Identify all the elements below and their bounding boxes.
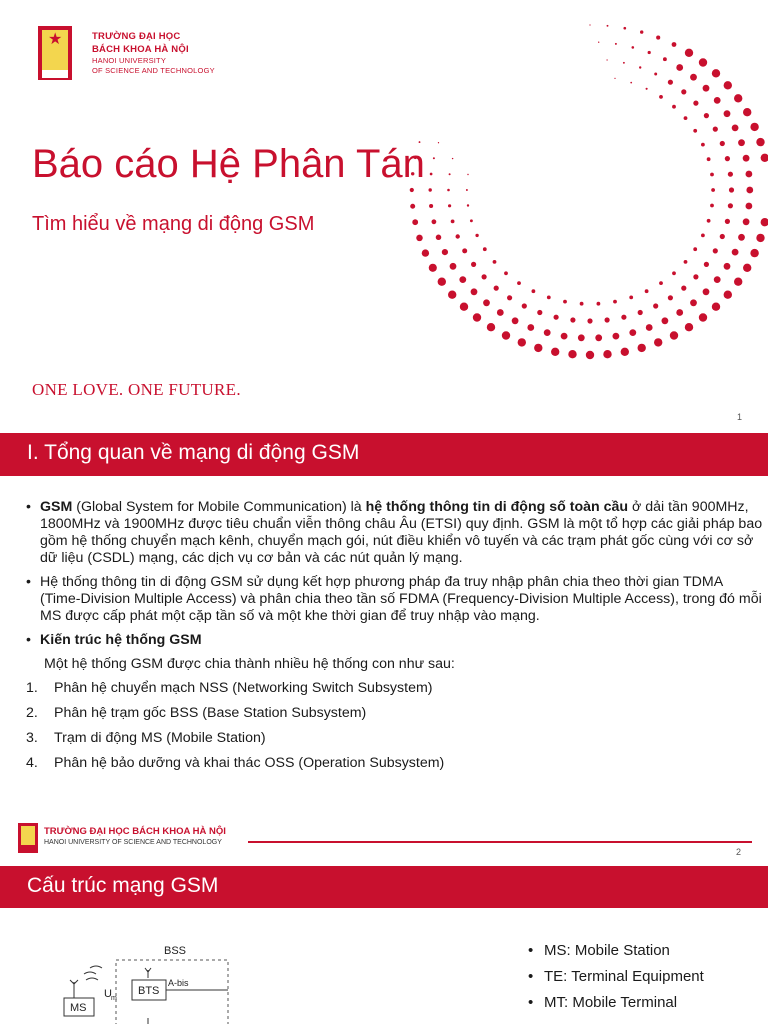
decorative-dot [537, 310, 542, 315]
university-name [92, 30, 215, 76]
decorative-dot [598, 42, 599, 43]
decorative-dot [693, 101, 698, 106]
decorative-dot [629, 329, 636, 336]
decorative-dot [724, 263, 731, 270]
decorative-dot [738, 234, 745, 241]
decorative-dot [429, 264, 437, 272]
term-global-system: hệ thống thông tin di động số toàn cầu [365, 499, 629, 515]
decorative-dot [707, 157, 711, 161]
decorative-dot [725, 219, 730, 224]
decorative-dot [714, 97, 721, 104]
decorative-dot [578, 334, 585, 341]
decorative-dot [433, 157, 435, 159]
decorative-dot [487, 323, 495, 331]
ms-label: MS [70, 1002, 87, 1014]
decorative-dot [589, 24, 590, 25]
decorative-dot [685, 49, 693, 57]
text-span: (Global System for Mobile Communication) là [72, 499, 366, 515]
decorative-dot [710, 204, 714, 208]
definition-item [528, 994, 704, 1020]
decorative-dot [450, 263, 457, 270]
decorative-dot [527, 324, 534, 331]
university-motto: ONE LOVE. ONE FUTURE. [32, 380, 241, 399]
decorative-dot [522, 303, 527, 308]
decorative-dot [512, 317, 519, 324]
decorative-dot [701, 143, 705, 147]
decorative-dot [494, 286, 499, 291]
decorative-dot [517, 281, 521, 285]
decorative-dot [743, 108, 751, 116]
list-text: Phân hệ chuyển mạch NSS (Networking Switch Subsystem) [54, 680, 433, 696]
decorative-dot [732, 249, 739, 256]
footer-university [44, 826, 226, 848]
decorative-dot [701, 234, 705, 238]
decorative-dot [623, 27, 626, 30]
decorative-dot [451, 220, 455, 224]
decorative-dot [438, 278, 446, 286]
decorative-dot [493, 260, 497, 264]
decorative-dot [662, 317, 669, 324]
footer-line1: TRƯỜNG ĐẠI HỌC BÁCH KHOA HÀ NỘI [44, 826, 226, 837]
decorative-dot [629, 296, 633, 300]
decorative-dot [606, 59, 607, 60]
decorative-dot [732, 125, 739, 132]
footer-logo [18, 823, 38, 853]
decorative-dot [713, 127, 718, 132]
architecture-heading: Kiến trúc hệ thống GSM [40, 632, 202, 648]
decorative-dot [452, 158, 453, 159]
bullet-icon: • [528, 968, 534, 985]
decorative-dot [681, 286, 686, 291]
definition-text: TE: Terminal Equipment [544, 968, 704, 985]
decorative-dot [693, 129, 697, 133]
decorative-dot [676, 64, 683, 71]
gsm-network-diagram [60, 940, 260, 1024]
decorative-dot [504, 271, 508, 275]
decorative-dot [646, 88, 648, 90]
bullet-architecture [26, 632, 766, 649]
decorative-dot [570, 317, 575, 322]
decorative-dot [713, 248, 718, 253]
decorative-dot [734, 94, 742, 102]
university-name-line3: HANOI UNIVERSITY [92, 56, 167, 65]
decorative-dot [712, 303, 720, 311]
decorative-dot [728, 203, 733, 208]
decorative-dot [432, 219, 437, 224]
decorative-dot [613, 333, 620, 340]
decorative-dot [586, 351, 594, 359]
decorative-dot [410, 204, 415, 209]
decorative-dot [502, 331, 510, 339]
slide-heading: Cấu trúc mạng GSM [27, 874, 219, 897]
decorative-dot [518, 338, 526, 346]
list-item [26, 730, 766, 747]
decorative-dot [654, 73, 657, 76]
text-span: Hệ thống thông tin di động GSM sử dụng kết hợp phương pháp đa truy nhập phân chia theo thời gian TDMA (Time-Division Multiple Access) và phân chia theo tần số FDMA (Frequency-Division Multiple Access), trong đó mỗi MS được cấp phát một cặp tần số và một khe thời gian để truy nhập vào mạng. [40, 574, 762, 624]
decorative-dot [532, 289, 536, 293]
university-name-line2: BÁCH KHOA HÀ NỘI [92, 44, 189, 55]
decorative-dot [750, 123, 758, 131]
decorative-dot [614, 78, 615, 79]
definition-item [528, 968, 704, 994]
decorative-dot [659, 95, 663, 99]
decorative-dot [756, 234, 764, 242]
decorative-dot [595, 334, 602, 341]
decorative-dot [711, 188, 715, 192]
list-item [26, 755, 766, 772]
decorative-dot [725, 156, 730, 161]
decorative-dot [681, 89, 686, 94]
decorative-dot [663, 57, 667, 61]
decorative-dot [438, 142, 439, 143]
list-number: 1. [26, 680, 38, 696]
decorative-dot [707, 219, 711, 223]
decorative-dot [442, 249, 448, 255]
decorative-dot [654, 338, 662, 346]
decorative-dot [470, 219, 473, 222]
decorative-dot [467, 174, 468, 175]
list-number: 3. [26, 730, 38, 746]
decorative-dot [412, 219, 418, 225]
decorative-dot [467, 204, 469, 206]
decorative-dot [690, 299, 697, 306]
definition-text: MS: Mobile Station [544, 942, 670, 959]
decorative-dot [459, 276, 466, 283]
decorative-dot [462, 248, 467, 253]
decorative-dot [724, 291, 732, 299]
decorative-dot [639, 66, 641, 68]
decorative-dot [714, 276, 721, 283]
bullet-icon: • [26, 632, 31, 648]
list-number: 4. [26, 755, 38, 771]
decorative-dot [460, 303, 468, 311]
presentation-subtitle: Tìm hiểu về mạng di động GSM [32, 213, 315, 235]
footer-line2: HANOI UNIVERSITY OF SCIENCE AND TECHNOLOGY [44, 839, 222, 846]
decorative-dot [728, 172, 733, 177]
decorative-dot [693, 247, 697, 251]
decorative-dot [699, 313, 707, 321]
decorative-dot [720, 234, 725, 239]
decorative-dot [436, 235, 442, 241]
university-logo: ★ [38, 26, 72, 80]
decorative-dot [597, 302, 601, 306]
decorative-dot [561, 333, 568, 340]
slide-structure [0, 862, 768, 1024]
decorative-dot [587, 318, 592, 323]
page-number: 2 [736, 847, 742, 857]
decorative-dot [632, 46, 635, 49]
decorative-dot [638, 310, 643, 315]
list-number: 2. [26, 705, 38, 721]
decorative-dot [497, 309, 504, 316]
university-name-line4: OF SCIENCE AND TECHNOLOGY [92, 66, 215, 75]
decorative-dot [429, 188, 432, 191]
decorative-dot [704, 262, 709, 267]
decorative-dot [672, 105, 676, 109]
presentation-title: Báo cáo Hệ Phân Tán [32, 142, 425, 186]
decorative-dot [676, 309, 683, 316]
decorative-dot [483, 299, 490, 306]
bullet-icon: • [26, 574, 31, 590]
decorative-dot [734, 278, 742, 286]
term-gsm: GSM [40, 499, 73, 515]
decorative-dot [466, 189, 468, 191]
text-span: ở dải tần 900MHz, 1800MHz và 1900MHz được tiêu chuẩn viễn thông châu Âu (ETSI) quy định. GSM là một tổ hợp các giải pháp bao gồm hệ thống chuyển mạch kênh, chuyển mạch gói, nút điều khiển vô tuyến và các trạm phát gốc cùng với cơ sở dữ liệu (CSDL) mạng, các dịch vụ cơ bản và các nút quản lý mạng. [40, 499, 763, 566]
um-label: U [104, 988, 112, 1000]
bss-label: BSS [164, 945, 187, 957]
slide-body [26, 499, 766, 780]
decorative-dot [615, 43, 617, 45]
decorative-dot [724, 110, 731, 117]
decorative-dot [684, 260, 688, 264]
radio-waves-icon [84, 966, 102, 980]
slide-header-bar [0, 866, 768, 908]
list-item [26, 680, 766, 697]
decorative-dot [653, 303, 658, 308]
list-text: Phân hệ bảo dưỡng và khai thác OSS (Operation Subsystem) [54, 755, 445, 771]
bullet-gsm-definition [26, 499, 766, 567]
decorative-dot [750, 249, 758, 257]
decorative-dot [743, 155, 750, 162]
page-number: 1 [737, 412, 743, 422]
decorative-dot [580, 302, 584, 306]
decorative-dot [482, 274, 487, 279]
bullet-icon: • [528, 942, 534, 959]
decorative-dot [621, 348, 629, 356]
decorative-dot [743, 264, 751, 272]
decorative-dot [668, 80, 673, 85]
slide-overview [0, 433, 768, 862]
bullet-access-method [26, 574, 766, 625]
decorative-dot [473, 313, 481, 321]
footer-divider [248, 841, 752, 843]
decorative-dot [534, 344, 542, 352]
decorative-dot [703, 85, 710, 92]
decorative-dot [670, 331, 678, 339]
slide-heading: I. Tổng quan về mạng di động GSM [27, 441, 360, 464]
decorative-dot [690, 74, 697, 81]
decorative-dot [544, 329, 551, 336]
decorative-dot [430, 173, 433, 176]
definition-item [528, 942, 704, 968]
decorative-dot [630, 82, 632, 84]
bullet-icon: • [26, 499, 31, 515]
decorative-dot [621, 315, 626, 320]
decorative-dot [448, 204, 451, 207]
decorative-dot [738, 139, 745, 146]
slide-header-bar [0, 433, 768, 476]
decorative-dot [684, 116, 688, 120]
decorative-dot [648, 51, 651, 54]
decorative-dot [746, 203, 753, 210]
definitions-list [528, 942, 704, 1020]
list-text: Trạm di động MS (Mobile Station) [54, 730, 266, 746]
list-item [26, 705, 766, 722]
decorative-dot [743, 218, 750, 225]
decorative-dot [563, 300, 567, 304]
decorative-dot [704, 113, 709, 118]
decorative-dot [693, 274, 698, 279]
decorative-dot [607, 25, 609, 27]
decorative-dot [756, 138, 764, 146]
decorative-dot [447, 189, 450, 192]
bullet-icon: • [528, 994, 534, 1011]
decorative-dot [613, 300, 617, 304]
decorative-dot [507, 295, 512, 300]
decorative-dot [672, 271, 676, 275]
decorative-dot [448, 291, 456, 299]
decorative-dot [640, 30, 643, 33]
decorative-dot [638, 344, 646, 352]
decorative-dot [699, 58, 707, 66]
decorative-dot [746, 187, 753, 194]
decorative-dot [471, 262, 476, 267]
decorative-dot [656, 36, 660, 40]
decorative-dot [761, 154, 768, 162]
decorative-dot [729, 187, 734, 192]
decorative-dot [483, 247, 487, 251]
decorative-dot [646, 324, 653, 331]
decorative-dot [703, 288, 710, 295]
slide-title [0, 0, 768, 433]
decorative-dot [471, 288, 478, 295]
decorative-dot [659, 281, 663, 285]
decorative-dot [623, 62, 625, 64]
decorative-dot [475, 234, 478, 237]
decorative-dot [603, 350, 611, 358]
decorative-dot [761, 218, 768, 226]
decorative-dot [449, 173, 451, 175]
bts-label: BTS [138, 985, 160, 997]
um-sub-label: m [111, 995, 117, 1002]
decorative-dot [710, 173, 714, 177]
decorative-dot [668, 295, 673, 300]
university-name-line1: TRƯỜNG ĐẠI HỌC [92, 31, 181, 42]
decorative-dot [554, 315, 559, 320]
decorative-dot [605, 317, 610, 322]
abis-label: A-bis [168, 978, 189, 988]
decorative-dot [712, 69, 720, 77]
decorative-dot [568, 350, 576, 358]
decorative-dot [429, 204, 433, 208]
list-text: Phân hệ trạm gốc BSS (Base Station Subsystem) [54, 705, 367, 721]
decorative-dot [547, 296, 551, 300]
decorative-dot [416, 235, 423, 242]
definition-text: MT: Mobile Terminal [544, 994, 678, 1011]
decorative-dot [720, 141, 725, 146]
decorative-dot [685, 323, 693, 331]
decorative-dot [724, 81, 732, 89]
decorative-dot [746, 171, 753, 178]
decorative-dot [551, 348, 559, 356]
architecture-intro: Một hệ thống GSM được chia thành nhiều hệ thống con như sau: [44, 656, 455, 672]
decorative-dot [422, 249, 429, 256]
decorative-dot [645, 289, 649, 293]
decorative-dot [456, 234, 460, 238]
decorative-dot [672, 42, 677, 47]
decorative-dot [410, 188, 414, 192]
